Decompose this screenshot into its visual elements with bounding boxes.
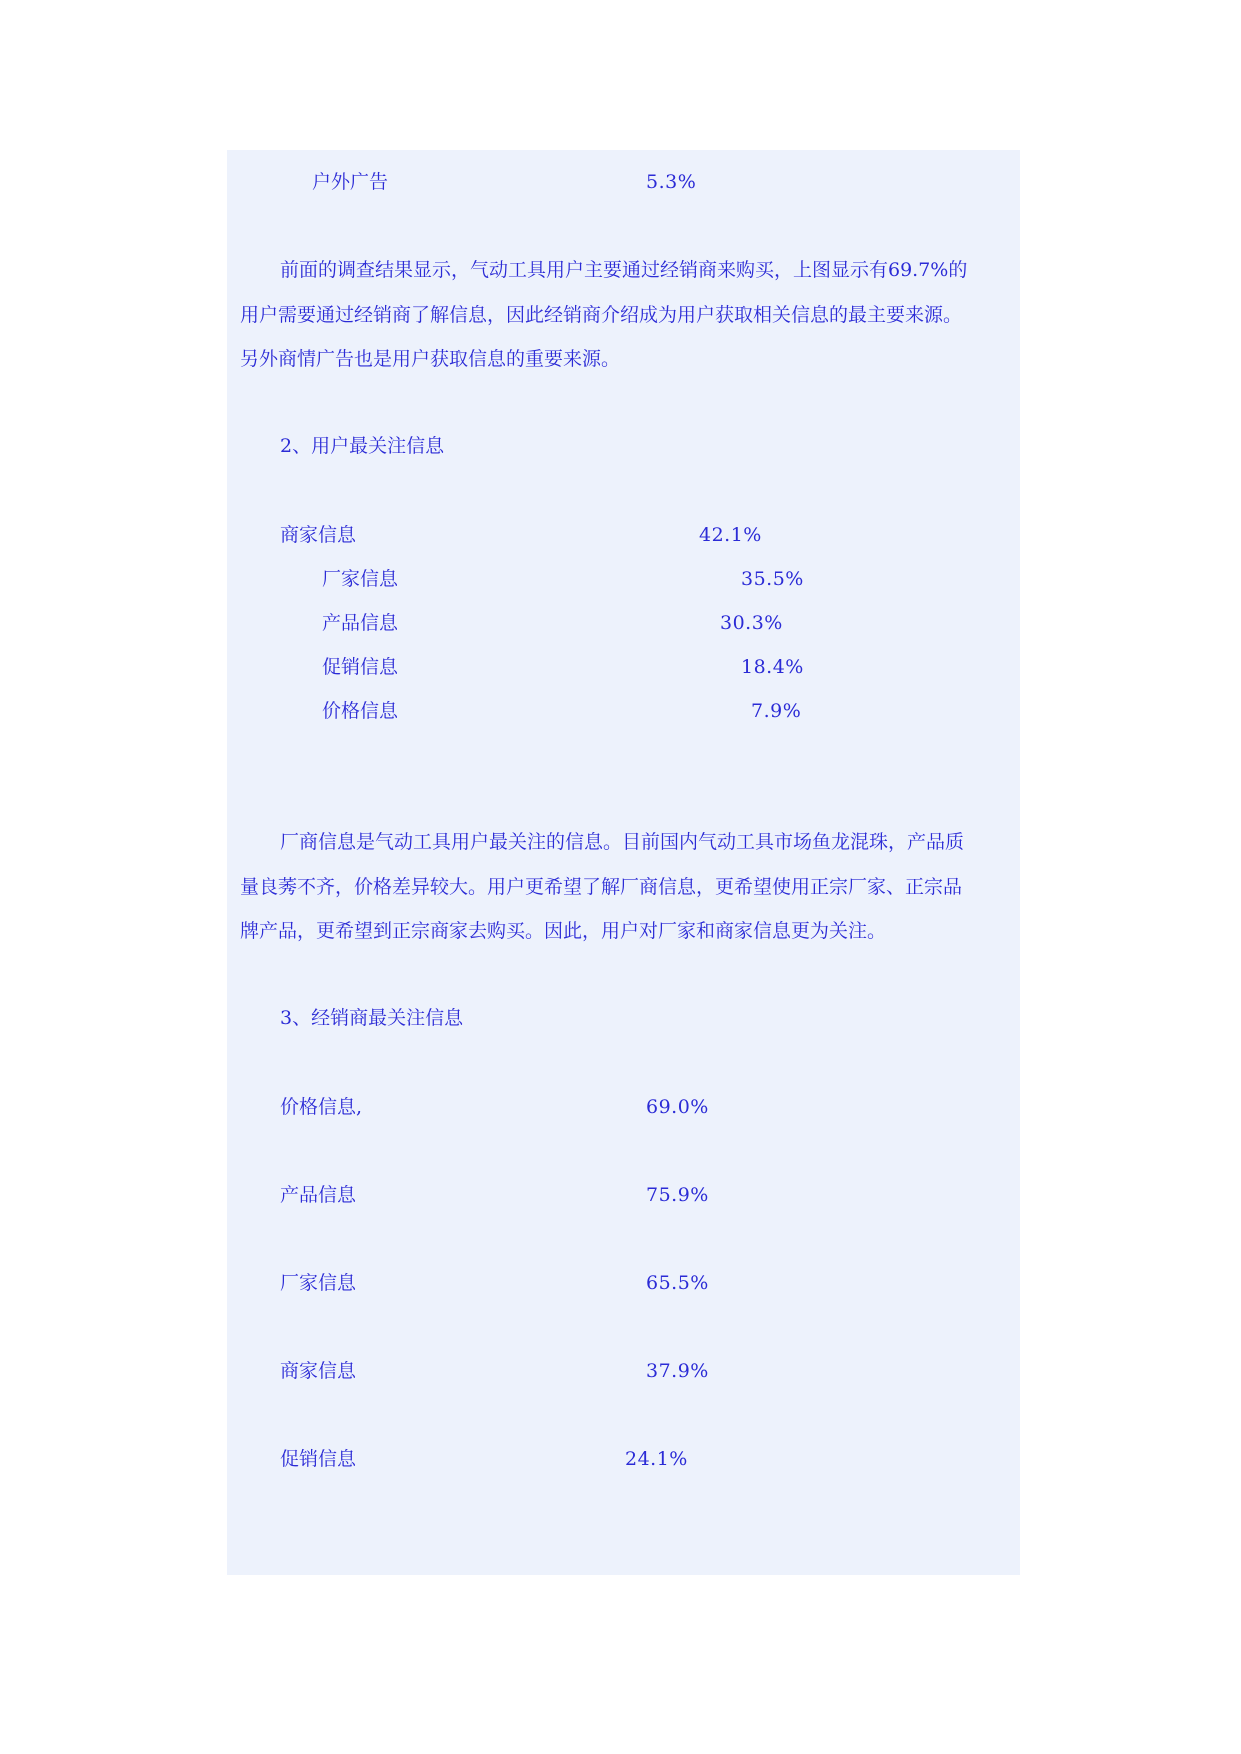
paragraph-line: 牌产品，更希望到正宗商家去购买。因此，用户对厂家和商家信息更为关注。 xyxy=(240,920,887,942)
user-focus-label: 商家信息 xyxy=(280,524,357,546)
paragraph-line: 厂商信息是气动工具用户最关注的信息。目前国内气动工具市场鱼龙混珠，产品质 xyxy=(280,831,965,853)
section-heading-user-focus: 2、用户最关注信息 xyxy=(280,435,445,457)
user-focus-value: 42.1% xyxy=(699,524,762,546)
dealer-focus-value: 24.1% xyxy=(625,1448,688,1470)
dealer-focus-value: 75.9% xyxy=(646,1184,709,1206)
user-focus-value: 30.3% xyxy=(720,612,783,634)
user-focus-label: 厂家信息 xyxy=(322,568,399,590)
row-label-outdoor-ads: 户外广告 xyxy=(312,171,389,193)
dealer-focus-label: 产品信息 xyxy=(280,1184,357,1206)
paragraph-line: 前面的调查结果显示，气动工具用户主要通过经销商来购买，上图显示有69.7%的 xyxy=(280,259,968,281)
document-page-panel xyxy=(227,150,1020,1575)
paragraph-line: 用户需要通过经销商了解信息，因此经销商介绍成为用户获取相关信息的最主要来源。 xyxy=(240,303,963,326)
paragraph-line: 另外商情广告也是用户获取信息的重要来源。 xyxy=(240,348,621,370)
section-heading-dealer-focus: 3、经销商最关注信息 xyxy=(280,1007,464,1029)
dealer-focus-value: 69.0% xyxy=(646,1096,709,1118)
dealer-focus-label: 厂家信息 xyxy=(280,1272,357,1294)
user-focus-label: 产品信息 xyxy=(322,612,399,634)
user-focus-value: 7.9% xyxy=(751,700,802,722)
row-value-outdoor-ads: 5.3% xyxy=(646,171,697,193)
user-focus-label: 促销信息 xyxy=(322,656,399,678)
user-focus-value: 35.5% xyxy=(741,568,804,590)
dealer-focus-value: 37.9% xyxy=(646,1360,709,1382)
dealer-focus-value: 65.5% xyxy=(646,1272,709,1294)
dealer-focus-label: 商家信息 xyxy=(280,1360,357,1382)
paragraph-user-focus-analysis xyxy=(240,820,1020,954)
user-focus-value: 18.4% xyxy=(741,656,804,678)
paragraph-line: 量良莠不齐，价格差异较大。用户更希望了解厂商信息，更希望使用正宗厂家、正宗品 xyxy=(240,875,963,898)
paragraph-dealer-channel xyxy=(240,248,1020,382)
dealer-focus-label: 价格信息, xyxy=(280,1096,363,1118)
dealer-focus-label: 促销信息 xyxy=(280,1448,357,1470)
user-focus-label: 价格信息 xyxy=(322,700,399,722)
